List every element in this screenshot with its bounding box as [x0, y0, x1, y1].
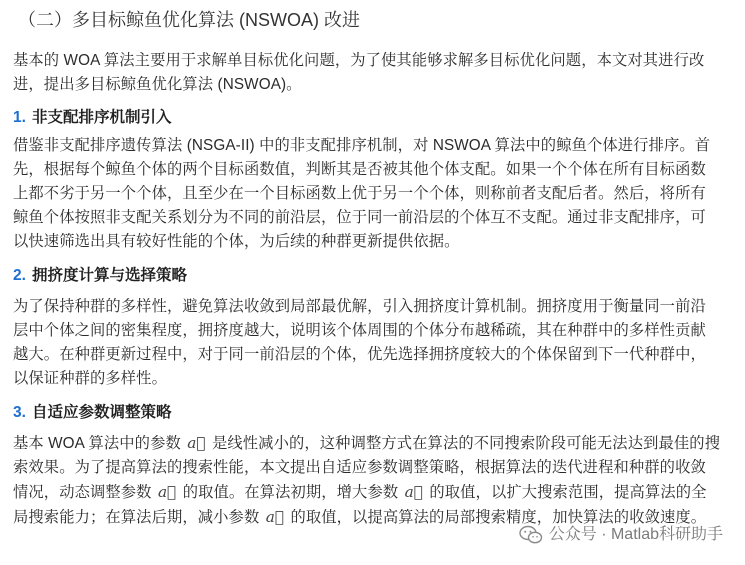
wechat-icon [519, 525, 543, 545]
subheading-1-title: 非支配排序机制引入 [31, 109, 172, 126]
subheading-1 [13, 106, 171, 130]
subheading-3 [13, 401, 171, 425]
paragraph-3-text-1: 基本 WOA 算法中的参数 [13, 435, 186, 452]
intro-paragraph: 基本的 WOA 算法主要用于求解单目标优化问题，为了使其能够求解多目标优化问题，本文对其进行改进，提出多目标鲸鱼优化算法 (NSWOA)。 [13, 52, 705, 93]
subheading-1-number: 1. [13, 109, 26, 126]
paragraph-3-text-3: 的取值。在算法初期，增大参数 [178, 484, 403, 501]
paragraph-3 [13, 431, 721, 530]
paragraph-3-text-2: 是线性减小的，这种调整方式在算法的不同搜索阶段可能无法达到最佳的搜索效果。为了提高算法的搜索性能，本文提出自适应参数调整策略，根据算法的迭代进程和种群的收敛情况，动态调整参数 [13, 435, 721, 501]
subheading-2-number: 2. [13, 267, 26, 284]
variable-a: a⃗ [265, 508, 285, 526]
paragraph-1: 借鉴非支配排序遗传算法 (NSGA-II) 中的非支配排序机制，对 NSWOA 算法中的鲸鱼个体进行排序。首先，根据每个鲸鱼个体的两个目标函数值，判断其是否被其他个体支配。如果一个个体在所有目标函数上都不劣于另一个个体，且至少在一个目标函数上优于另一个个体，则称前者支配后者。然后，将所有鲸鱼个体按照非支配关系划分为不同的前沿层，位于同一前沿层的个体互不支配。通过非支配排序，可以快速筛选出具有较好性能的个体，为后续的种群更新提供依据。 [13, 137, 711, 250]
section-title: （二）多目标鲸鱼优化算法 (NSWOA) 改进 [18, 10, 360, 30]
variable-a: a⃗ [404, 483, 424, 501]
paragraph-2: 为了保持种群的多样性，避免算法收敛到局部最优解，引入拥挤度计算机制。拥挤度用于衡量同一前沿层中个体之间的密集程度，拥挤度越大，说明该个体周围的个体分布越稀疏，其在种群中的多样性贡献越大。在种群更新过程中，对于同一前沿层的个体，优先选择拥挤度较大的个体保留到下一代种群中，以保证种群的多样性。 [13, 298, 706, 387]
subheading-3-number: 3. [13, 404, 26, 421]
subheading-2-title: 拥挤度计算与选择策略 [31, 267, 187, 284]
variable-a: a⃗ [187, 434, 206, 452]
watermark-text: 公众号 · Matlab科研助手 [548, 526, 723, 543]
watermark [519, 525, 723, 545]
variable-a: a⃗ [157, 483, 177, 501]
paragraph-3-text-5: 的取值，以提高算法的局部搜索精度，加快算法的收敛速度。 [286, 509, 707, 526]
subheading-3-title: 自适应参数调整策略 [31, 404, 172, 421]
paragraph-3-text-4: 的取值，以扩大搜索范围，提高算法的全局搜索能力；在算法后期，减小参数 [13, 484, 707, 526]
subheading-2 [13, 264, 187, 288]
